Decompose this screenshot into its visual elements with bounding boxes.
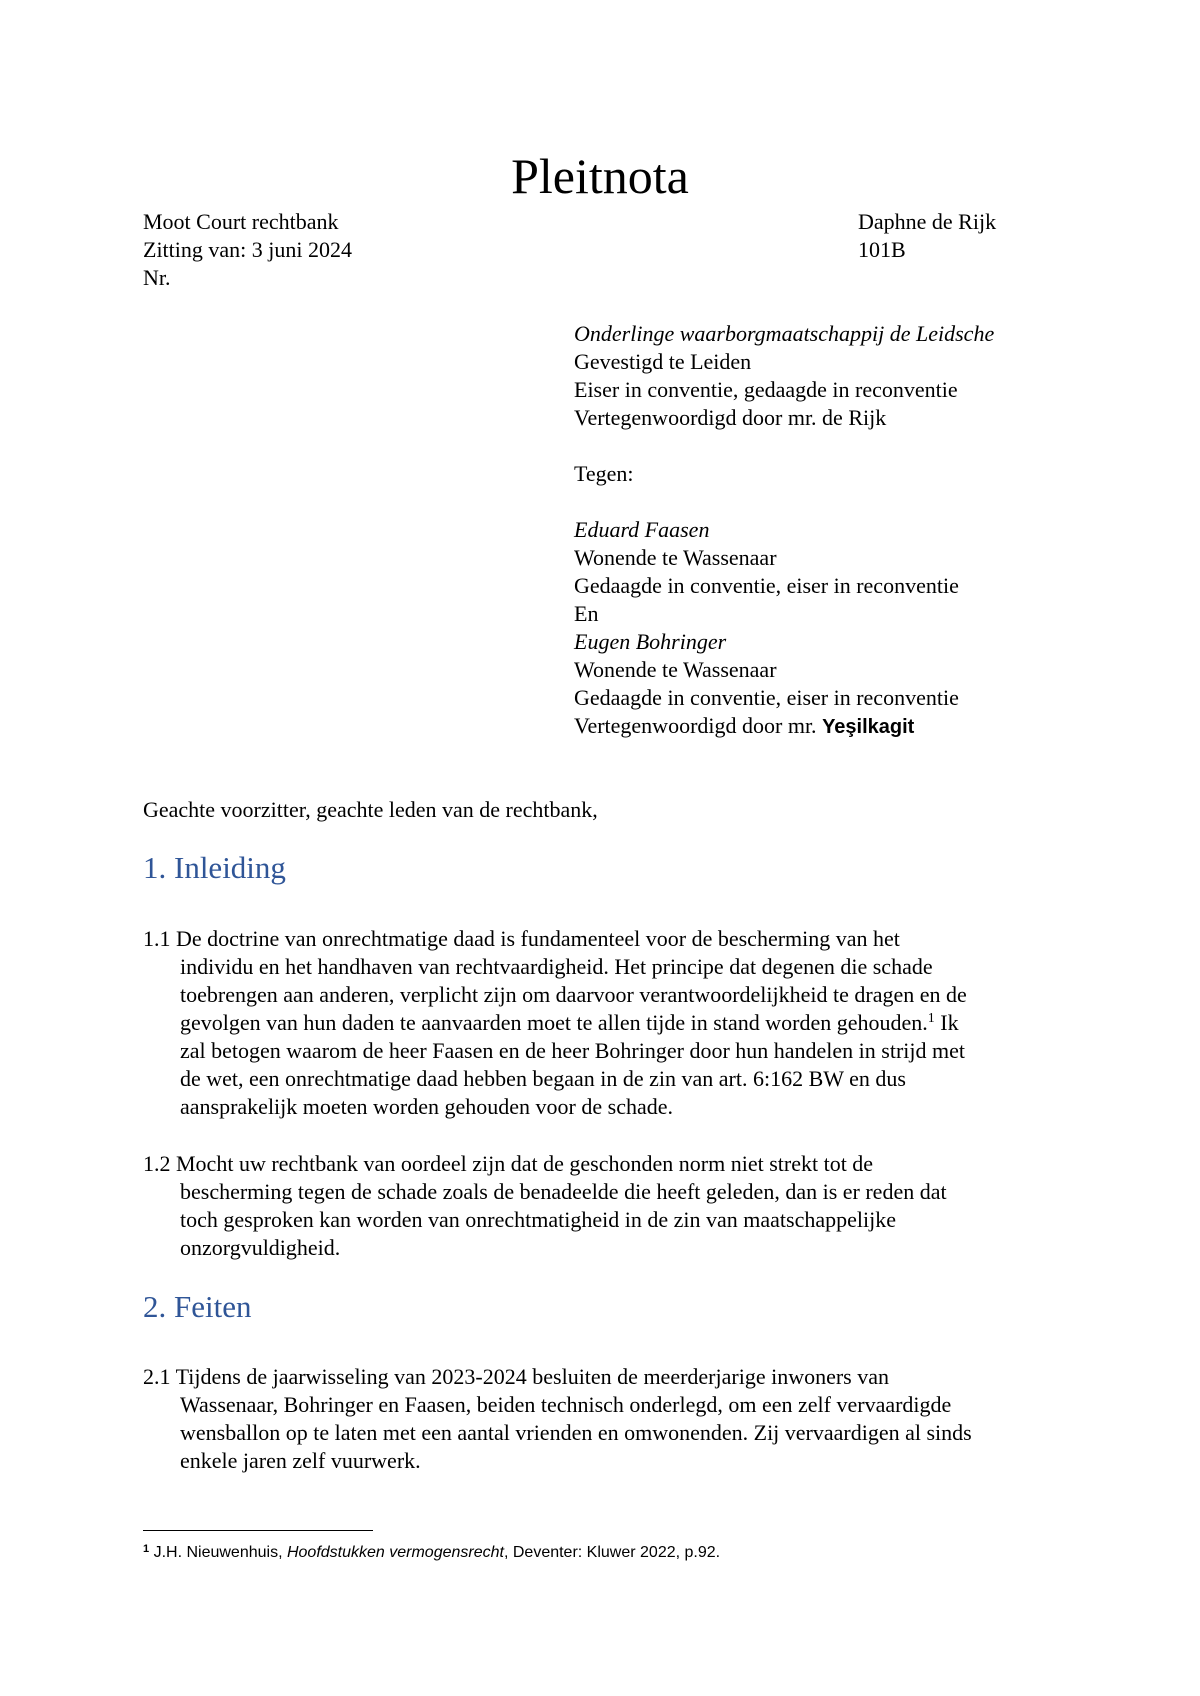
defendant1-name: Eduard Faasen — [574, 517, 710, 542]
paragraph-line: 2.1 Tijdens de jaarwisseling van 2023-2024 besluiten de meerderjarige inwoners van — [143, 1364, 890, 1389]
author-info-block — [858, 208, 996, 264]
footnote-reference[interactable]: 1 — [927, 1011, 935, 1026]
paragraph-line: onzorgvuldigheid. — [180, 1235, 341, 1260]
document-title: Pleitnota — [511, 148, 689, 204]
spacer — [574, 432, 994, 460]
paragraph-line: wensballon op te laten met een aantal vrienden en omwonenden. Zij vervaardigen al sinds — [180, 1420, 972, 1445]
case-number: Nr. — [143, 265, 171, 290]
session-date: Zitting van: 3 juni 2024 — [143, 237, 352, 262]
defendant-representation — [574, 712, 994, 741]
author-name: Daphne de Rijk — [858, 209, 997, 234]
court-name: Moot Court rechtbank — [143, 209, 339, 234]
line-text: Ik — [934, 1010, 959, 1035]
court-info-block — [143, 208, 352, 292]
author-group: 101B — [858, 237, 906, 262]
defendant1-line: Gedaagde in conventie, eiser in reconventie — [574, 573, 959, 598]
footnote-separator — [143, 1530, 373, 1531]
footnote-rest: , Deventer: Kluwer 2022, p.92. — [503, 1544, 721, 1561]
paragraph-line: 1.1 De doctrine van onrechtmatige daad is fundamenteel voor de bescherming van het — [143, 926, 900, 951]
section-heading-inleiding: 1. Inleiding — [143, 850, 286, 885]
paragraph-line: zal betogen waarom de heer Faasen en de heer Bohringer door hun handelen in strijd met — [180, 1038, 965, 1063]
representative-name: Yeşilkagit — [822, 716, 915, 738]
line-text: gevolgen van hun daden te aanvaarden moet te allen tijde in stand worden gehouden. — [180, 1010, 928, 1035]
paragraph-line — [143, 1009, 1063, 1037]
paragraph-line: 1.2 Mocht uw rechtbank van oordeel zijn dat de geschonden norm niet strekt tot de — [143, 1151, 874, 1176]
paragraph-line: aansprakelijk moeten worden gehouden voor de schade. — [180, 1094, 673, 1119]
paragraph-1-1 — [143, 925, 1063, 1121]
salutation: Geachte voorzitter, geachte leden van de rechtbank, — [143, 797, 598, 822]
defendant2-line: Wonende te Wassenaar — [574, 657, 777, 682]
claimant-line: Eiser in conventie, gedaagde in reconventie — [574, 377, 958, 402]
footnote-author: J.H. Nieuwenhuis, — [149, 1544, 287, 1561]
footnote-book-title: Hoofdstukken vermogensrecht — [286, 1544, 504, 1561]
claimant-line: Gevestigd te Leiden — [574, 349, 752, 374]
claimant-line: Vertegenwoordigd door mr. de Rijk — [574, 405, 887, 430]
paragraph-line: toebrengen aan anderen, verplicht zijn om daarvoor verantwoordelijkheid te dragen en de — [180, 982, 967, 1007]
spacer — [574, 488, 994, 516]
defendant2-name: Eugen Bohringer — [574, 629, 727, 654]
parties-block — [574, 320, 994, 741]
and-label: En — [574, 601, 599, 626]
paragraph-1-2 — [143, 1150, 1063, 1262]
footnote-mark: 1 — [143, 1543, 150, 1555]
paragraph-line: de wet, een onrechtmatige daad hebben begaan in de zin van art. 6:162 BW en dus — [180, 1066, 906, 1091]
paragraph-line: Wassenaar, Bohringer en Faasen, beiden technisch onderlegd, om een zelf vervaardigde — [180, 1392, 952, 1417]
paragraph-line: toch gesproken kan worden van onrechtmatigheid in de zin van maatschappelijke — [180, 1207, 896, 1232]
defendant2-line: Gedaagde in conventie, eiser in reconventie — [574, 685, 959, 710]
against-label: Tegen: — [574, 461, 634, 486]
claimant-name: Onderlinge waarborgmaatschappij de Leidsche — [574, 321, 995, 346]
paragraph-line: individu en het handhaven van rechtvaardigheid. Het principe dat degenen die schade — [180, 954, 933, 979]
paragraph-line: enkele jaren zelf vuurwerk. — [180, 1448, 421, 1473]
representation-prefix: Vertegenwoordigd door mr. — [574, 713, 823, 738]
paragraph-2-1 — [143, 1363, 1063, 1475]
defendant1-line: Wonende te Wassenaar — [574, 545, 777, 570]
section-heading-feiten: 2. Feiten — [143, 1289, 252, 1324]
paragraph-line: bescherming tegen de schade zoals de benadeelde die heeft geleden, dan is er reden dat — [180, 1179, 947, 1204]
footnote — [143, 1538, 720, 1564]
